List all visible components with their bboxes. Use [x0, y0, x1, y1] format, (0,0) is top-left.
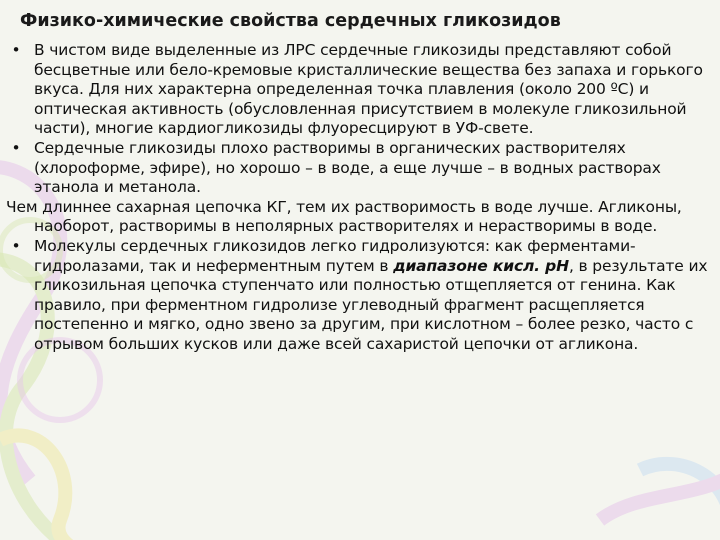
paragraph-text: Сердечные гликозиды плохо растворимы в органических растворителях (хлороформе, эфире), но хорошо – в воде, а еще лучше – в водных растворах этанола и метанола.: [34, 138, 661, 197]
slide-title: Физико-химические свойства сердечных гликозидов: [20, 11, 561, 31]
paragraph-text-after: , в результате их гликозильная цепочка ступенчато или полностью отщепляется от генина. Как правило, при ферментном гидролизе углеводный фрагмент расщепляется постепенно и мягко, одно звено за другим, при кислотном – более резко, часто с отрывом больших кусков или даже всей сахаристой цепочки от агликона.: [34, 256, 708, 353]
bullet-marker: •: [11, 41, 21, 59]
paragraph-text: Чем длиннее сахарная цепочка КГ, тем их растворимость в воде лучше. Агликоны, наоборот, растворимы в неполярных растворителях и нерастворимы в воде.: [6, 197, 682, 236]
bullet-marker: •: [11, 138, 21, 157]
paragraph-emphasis: диапазоне кисл. рН: [393, 256, 569, 275]
bullet-paragraph-1: [6, 41, 712, 139]
bullet-paragraph-4: [6, 237, 712, 355]
plain-paragraph-3: [6, 198, 712, 237]
bullet-marker: •: [11, 236, 21, 255]
paragraph-text: В чистом виде выделенные из ЛРС сердечные гликозиды представляют собой бесцветные или бело-кремовые кристаллические вещества без запаха и горького вкуса. Для них характерна определенная точка плавления (около 200 ºС) и оптическая активность (обусловленная присутствием в молекуле гликозильной части), многие кардиогликозиды флуоресцируют в УФ-свете.: [34, 41, 703, 138]
slide-body: [6, 41, 712, 355]
paragraph-text-before: Молекулы сердечных гликозидов легко гидролизуются: как ферментами-гидролазами, так и неферментным путем в: [34, 236, 636, 275]
bullet-paragraph-2: [6, 139, 712, 198]
